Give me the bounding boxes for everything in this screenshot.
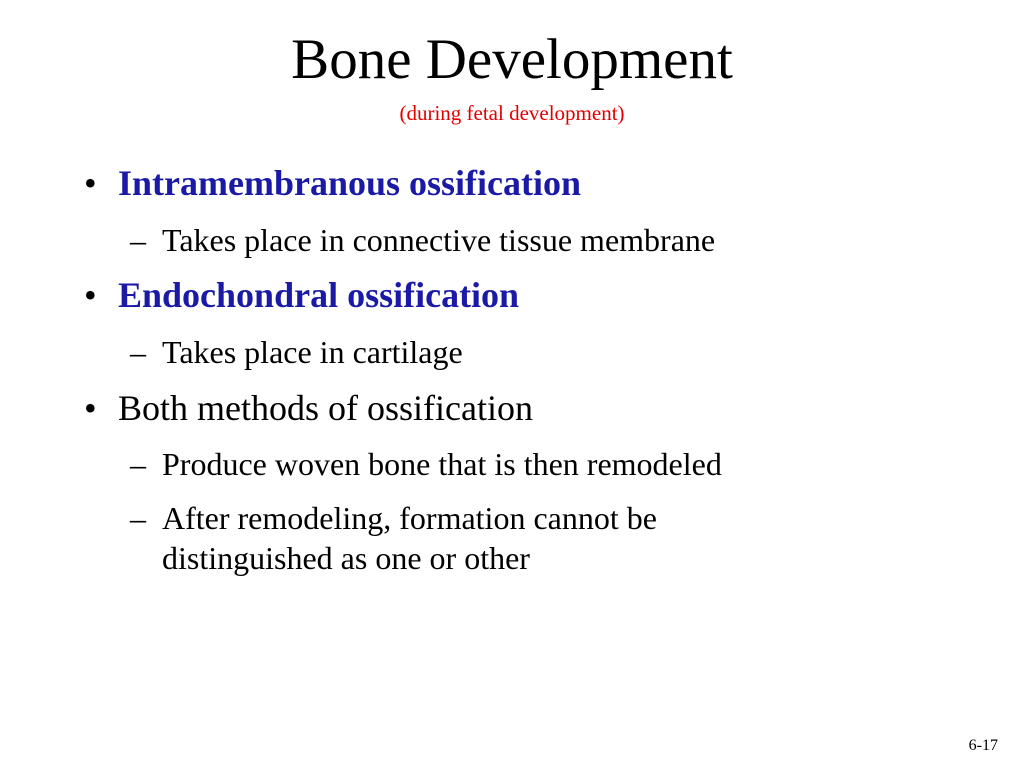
bullet-text: Intramembranous ossification	[118, 163, 582, 203]
dash-marker: –	[130, 500, 146, 536]
bullet-text: Both methods of ossification	[118, 388, 533, 428]
sub-bullet-text: Produce woven bone that is then remodeled	[162, 446, 722, 482]
bullet-text: Endochondral ossification	[118, 275, 520, 315]
bullet-item-both-methods	[84, 386, 533, 430]
sub-bullet-item	[130, 498, 830, 578]
page-number: 6-17	[968, 737, 998, 754]
bullet-item-endochondral	[84, 273, 519, 317]
sub-bullet-item	[130, 220, 990, 260]
slide-subtitle: (during fetal development)	[399, 101, 625, 125]
slide-title: Bone Development	[291, 28, 733, 91]
sub-bullet-text: Takes place in connective tissue membrane	[162, 222, 716, 258]
bullet-item-intramembranous	[84, 161, 581, 205]
dash-marker: –	[130, 334, 146, 370]
sub-bullet-text: Takes place in cartilage	[162, 334, 463, 370]
bullet-marker: •	[84, 388, 97, 428]
sub-bullet-item	[130, 332, 990, 372]
sub-bullet-item	[130, 444, 990, 484]
bullet-marker: •	[84, 163, 97, 203]
dash-marker: –	[130, 222, 146, 258]
dash-marker: –	[130, 446, 146, 482]
sub-bullet-text: After remodeling, formation cannot be distinguished as one or other	[162, 500, 657, 576]
bullet-marker: •	[84, 275, 97, 315]
